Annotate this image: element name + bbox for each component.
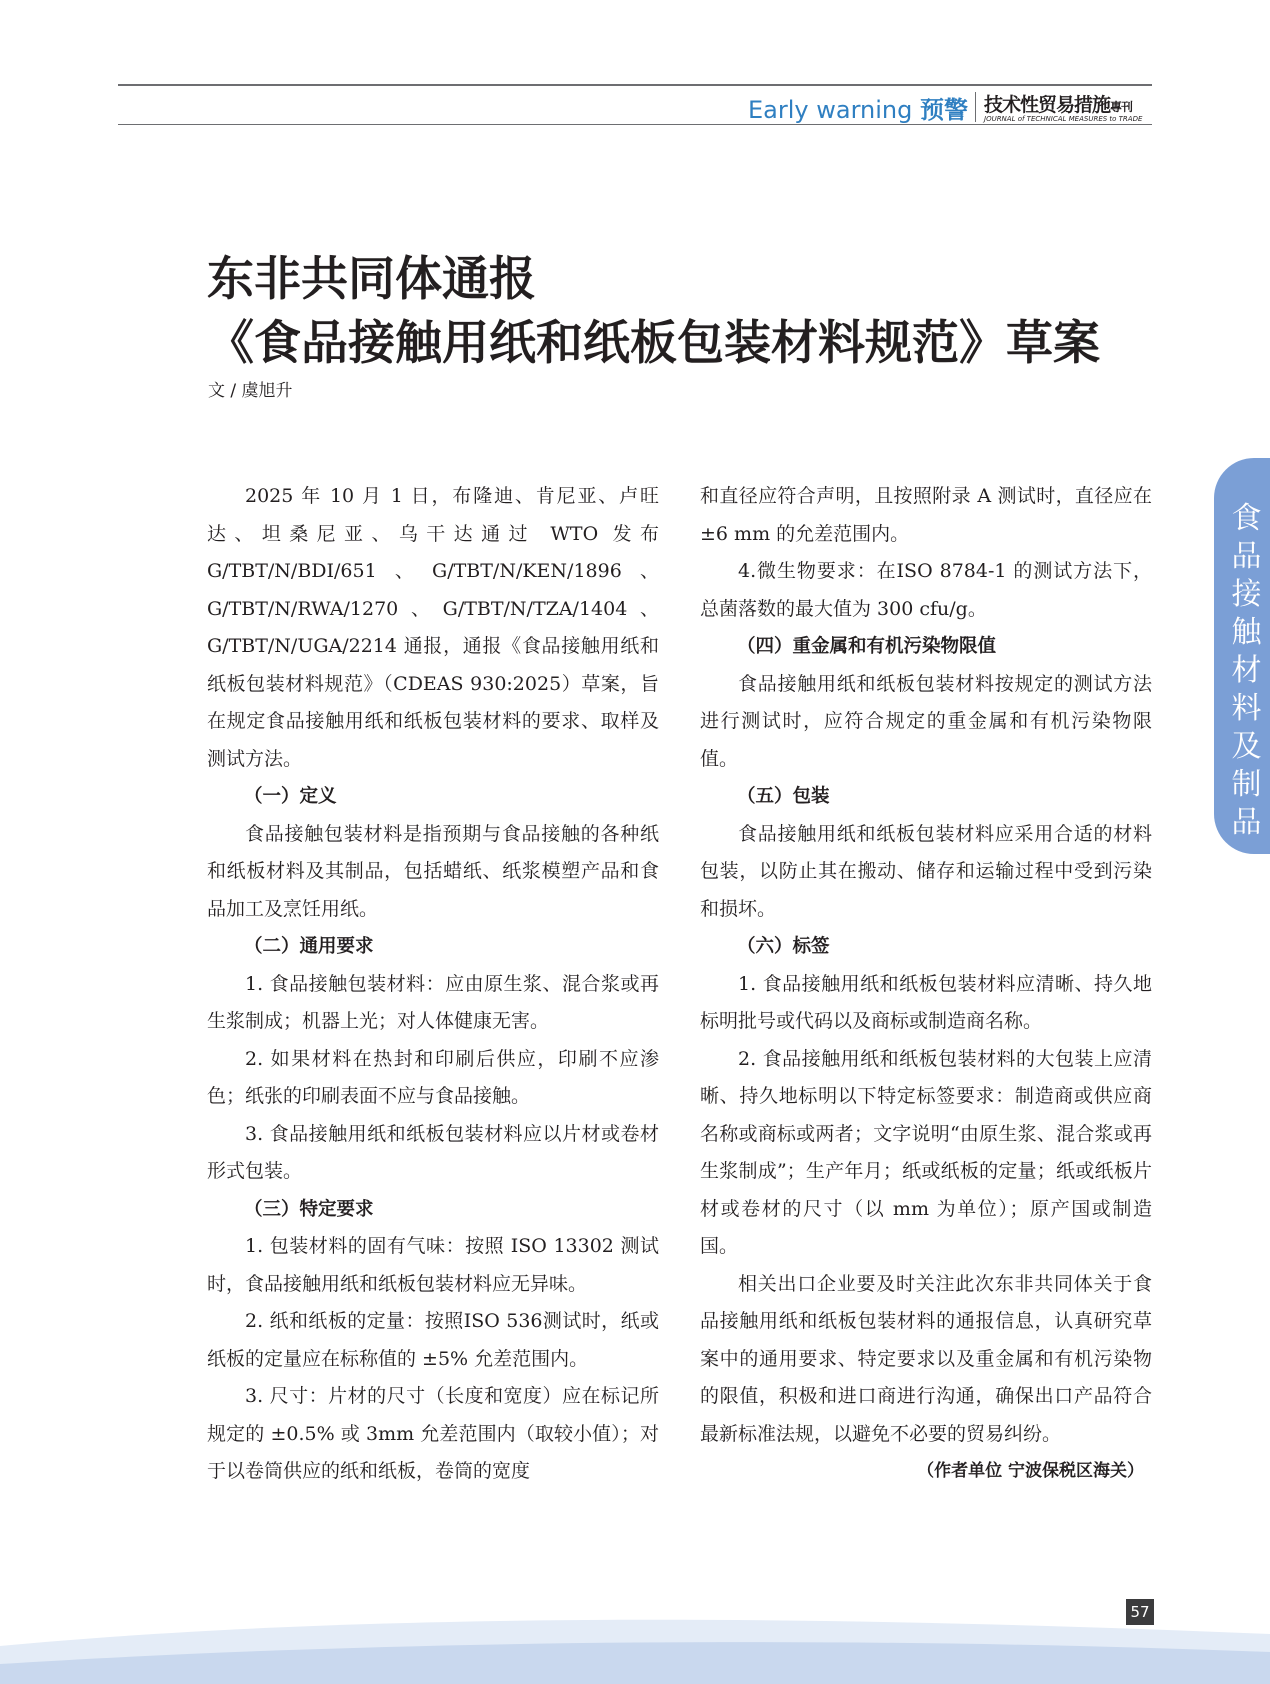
journal-title: 技术性贸易措施 [984,94,1111,116]
paragraph: 1. 食品接触包装材料：应由原生浆、混合浆或再生浆制成；机器上光；对人体健康无害。 [207,972,659,1032]
paragraph: 3. 尺寸：片材的尺寸（长度和宽度）应在标记所规定的 ±0.5% 或 3mm 允差范围内（取较小值）；对于以卷筒供应的纸和纸板，卷筒的宽度 [207,1385,659,1482]
section-heading: （五）包装 [737,786,830,807]
header-bottom-rule [118,124,1152,125]
section-heading: （二）通用要求 [244,936,374,957]
section-heading: （三）特定要求 [244,1198,374,1220]
side-category-label [1222,500,1270,842]
article-title-line-1: 东非共同体通报 [207,252,536,307]
page-number: 57 [1126,1599,1154,1625]
section-heading: （六）标签 [737,936,830,957]
article-title-line-2: 《食品接触用纸和纸板包装材料规范》草案 [207,316,1100,371]
paragraph: 4.微生物要求：在ISO 8784-1 的测试方法下，总菌落数的最大值为 300 cfu/g。 [700,560,1152,620]
paragraph-continued: 和直径应符合声明，且按照附录 A 测试时，直径应在 ±6 mm 的允差范围内。 [700,485,1152,545]
author-affiliation: （作者单位 宁波保税区海关） [917,1461,1144,1481]
paragraph: 相关出口企业要及时关注此次东非共同体关于食品接触用纸和纸板包装材料的通报信息，认真研究草案中的通用要求、特定要求以及重金属和有机污染物的限值，积极和进口商进行沟通，确保出口产品符合最新标准法规，以避免不必要的贸易纠纷。 [700,1272,1152,1445]
journal-subtitle: JOURNAL of TECHNICAL MEASURES to TRADE [984,115,1143,123]
header-separator [975,92,976,122]
side-category-text: 食品接触材料及制品 [1231,501,1263,840]
right-column [700,478,1152,1491]
journal-logo [984,90,1154,123]
paragraph: 2025 年 10 月 1 日，布隆迪、肯尼亚、卢旺达、坦桑尼亚、乌干达通过 WTO 发布 G/TBT/N/BDI/651、G/TBT/N/KEN/1896、G/TBT/N/RWA/1270、G/TBT/N/TZA/1404、G/TBT/N/UGA/2214 通报，通报《食品接触用纸和纸板包装材料规范》（CDEAS 930:2025）草案，旨在规定食品接触用纸和纸板包装材料的要求、取样及测试方法。 [207,485,659,770]
paragraph: 1. 包装材料的固有气味：按照 ISO 13302 测试时，食品接触用纸和纸板包装材料应无异味。 [207,1235,659,1295]
paragraph: 食品接触用纸和纸板包装材料按规定的测试方法进行测试时，应符合规定的重金属和有机污染物限值。 [700,672,1152,770]
section-heading: （一）定义 [244,786,337,807]
header-top-rule [118,84,1152,86]
section-label-cn: 预警 [920,96,968,124]
section-label [748,90,968,125]
section-heading: （四）重金属和有机污染物限值 [737,636,997,657]
article-author: 文 / 虞旭升 [208,381,293,401]
section-label-en: Early warning [748,96,913,124]
paragraph: 食品接触用纸和纸板包装材料应采用合适的材料包装，以防止其在搬动、储存和运输过程中受到污染和损坏。 [700,822,1152,920]
paragraph: 1. 食品接触用纸和纸板包装材料应清晰、持久地标明批号或代码以及商标或制造商名称。 [700,972,1152,1032]
paragraph: 食品接触包装材料是指预期与食品接触的各种纸和纸板材料及其制品，包括蜡纸、纸浆模塑产品和食品加工及烹饪用纸。 [207,822,659,920]
paragraph: 2. 食品接触用纸和纸板包装材料的大包装上应清晰、持久地标明以下特定标签要求：制造商或供应商名称或商标或两者；文字说明“由原生浆、混合浆或再生浆制成”；生产年月；纸或纸板的定量；纸或纸板片材或卷材的尺寸（以 mm 为单位）；原产国或制造国。 [700,1047,1152,1257]
left-column [207,478,659,1491]
article-title [207,248,1167,376]
paragraph: 2. 纸和纸板的定量：按照ISO 536测试时，纸或纸板的定量应在标称值的 ±5% 允差范围内。 [207,1310,659,1370]
paragraph: 3. 食品接触用纸和纸板包装材料应以片材或卷材形式包装。 [207,1122,659,1182]
journal-suffix: 專刊 [1110,100,1133,114]
paragraph: 2. 如果材料在热封和印刷后供应，印刷不应渗色；纸张的印刷表面不应与食品接触。 [207,1047,659,1107]
bottom-wave-decoration [0,1598,1270,1684]
